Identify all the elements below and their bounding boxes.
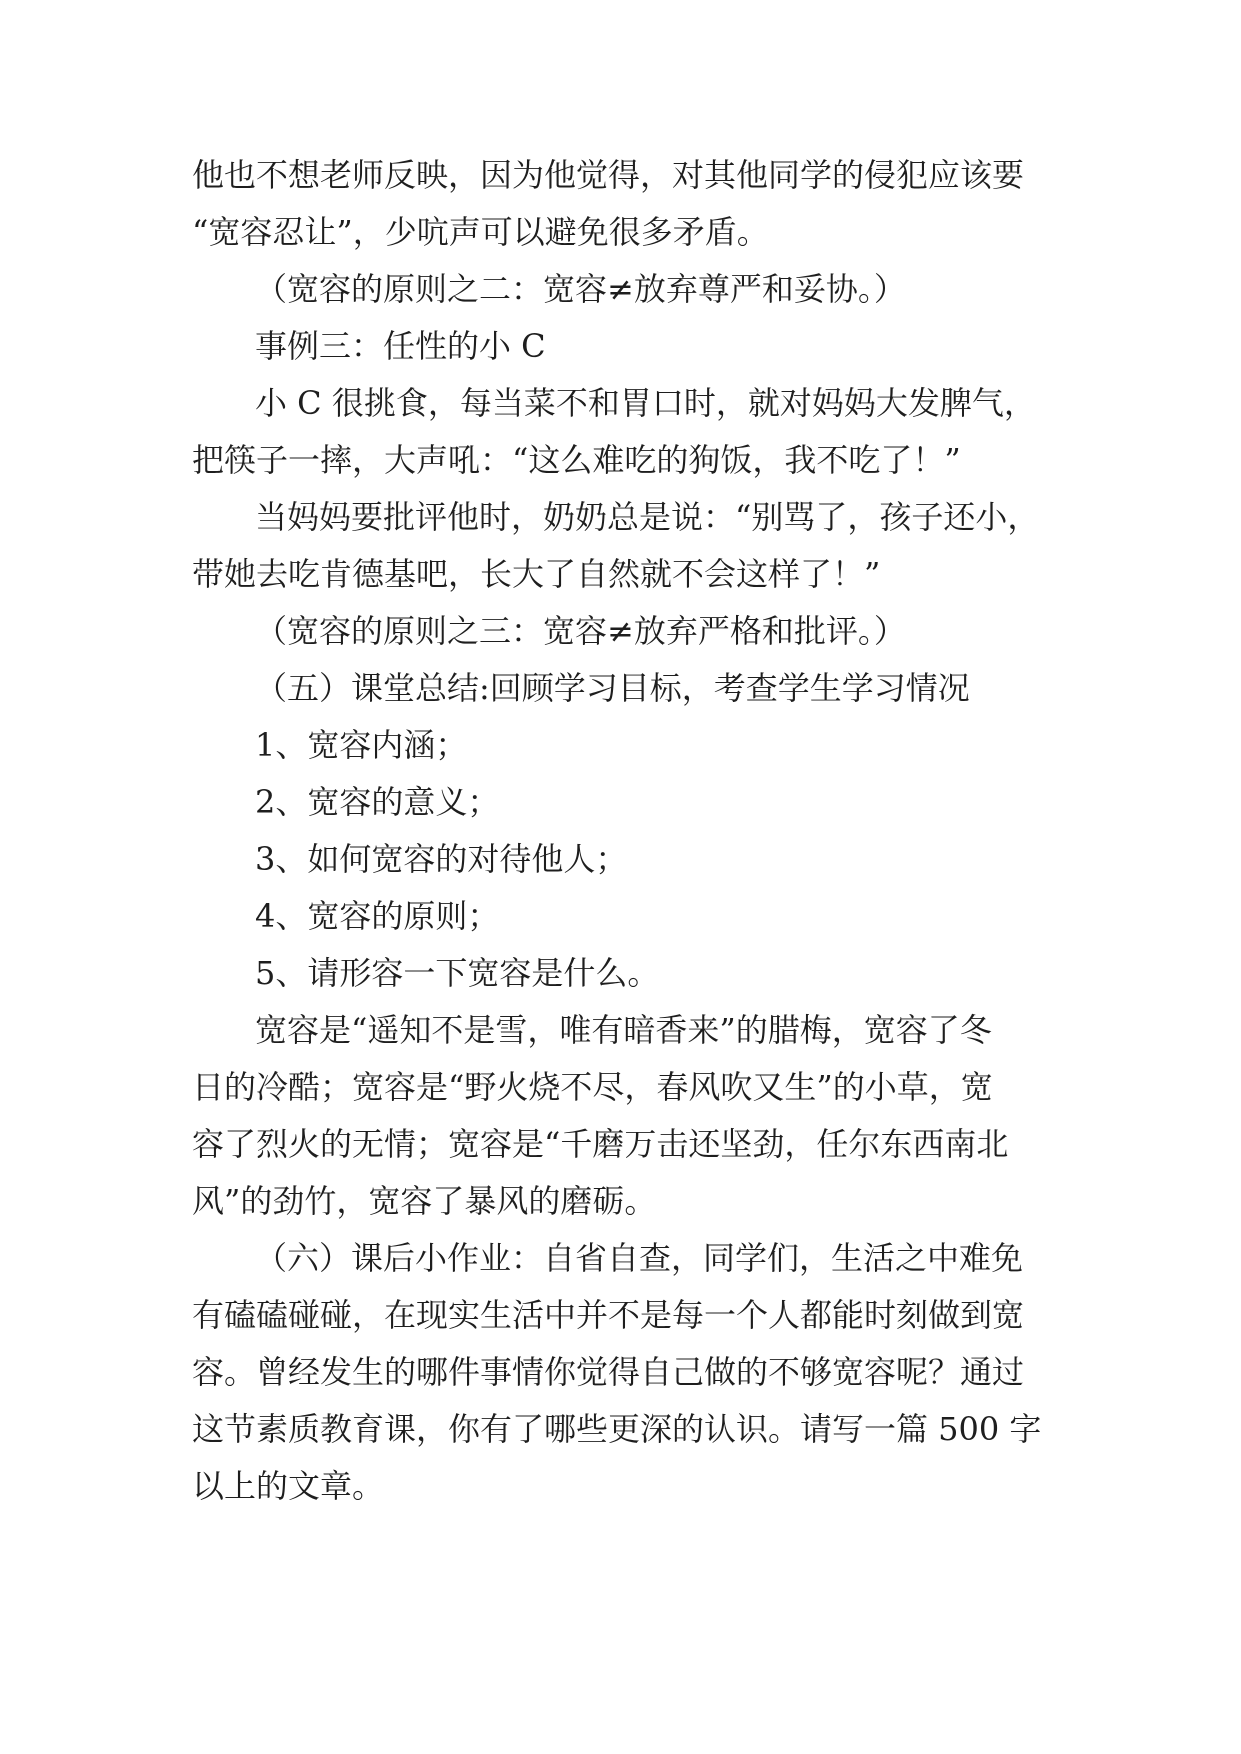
text-line: 他也不想老师反映，因为他觉得，对其他同学的侵犯应该要 [192, 156, 1025, 194]
text-line: 5、请形容一下宽容是什么。 [255, 954, 660, 992]
text-line: 当妈妈要批评他时，奶奶总是说：“别骂了，孩子还小， [255, 498, 1040, 536]
text-line: “宽容忍让”，少吭声可以避免很多矛盾。 [192, 213, 769, 251]
text-line: （宽容的原则之二：宽容≠放弃尊严和妥协。） [255, 270, 906, 308]
text-line: 3、如何宽容的对待他人； [255, 840, 628, 878]
text-line: 以上的文章。 [192, 1467, 385, 1505]
text-line: 容了烈火的无情；宽容是“千磨万击还坚劲，任尔东西南北 [192, 1125, 1009, 1163]
text-line: 带她去吃肯德基吧，长大了自然就不会这样了！” [192, 555, 881, 593]
text-line: 日的冷酷；宽容是“野火烧不尽，春风吹又生”的小草，宽 [192, 1068, 993, 1106]
text-line: 事例三：任性的小 C [255, 327, 546, 365]
text-line: 有磕磕碰碰，在现实生活中并不是每一个人都能时刻做到宽 [192, 1296, 1025, 1334]
text-line: 把筷子一摔，大声吼：“这么难吃的狗饭，我不吃了！” [192, 441, 961, 479]
text-line: 容。曾经发生的哪件事情你觉得自己做的不够宽容呢？通过 [192, 1353, 1025, 1391]
text-line: 1、宽容内涵； [255, 726, 468, 764]
text-line: 2、宽容的意义； [255, 783, 500, 821]
text-line: 小 C 很挑食，每当菜不和胃口时，就对妈妈大发脾气， [255, 384, 1036, 422]
text-line: （五）课堂总结:回顾学习目标，考查学生学习情况 [255, 669, 970, 707]
text-line: （六）课后小作业：自省自查，同学们，生活之中难免 [255, 1239, 1024, 1277]
text-line: 4、宽容的原则； [255, 897, 500, 935]
text-line: （宽容的原则之三：宽容≠放弃严格和批评。） [255, 612, 906, 650]
text-line: 风”的劲竹，宽容了暴风的磨砺。 [192, 1182, 657, 1220]
text-line: 这节素质教育课，你有了哪些更深的认识。请写一篇 500 字 [192, 1410, 1042, 1448]
text-line: 宽容是“遥知不是雪，唯有暗香来”的腊梅，宽容了冬 [255, 1011, 992, 1049]
